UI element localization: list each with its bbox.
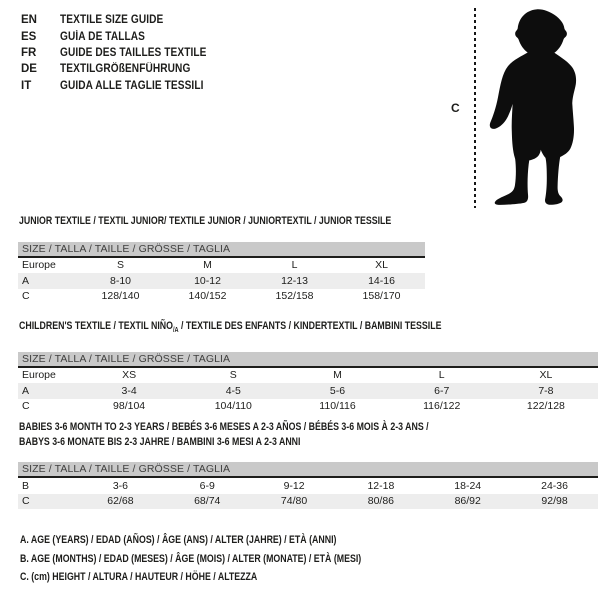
size-cell: S <box>229 369 237 382</box>
title-line: BABIES 3-6 MONTH TO 2-3 YEARS / BEBÉS 3-6 MESES A 2-3 AÑOS / BÉBÉS 3-6 MOIS À 2-3 ANS / <box>19 421 429 433</box>
legend-line-c: C. (cm) HEIGHT / ALTURA / HAUTEUR / HÖHE / ALTEZZA <box>20 571 258 584</box>
children-textile-table <box>18 319 598 414</box>
language-row-es <box>21 28 227 44</box>
height-cell: 104/110 <box>214 400 252 413</box>
age-cell: 3-4 <box>121 384 137 397</box>
age-cell: 18-24 <box>454 479 482 492</box>
height-cell: 116/122 <box>423 400 461 413</box>
baby-silhouette-icon <box>489 4 600 206</box>
language-row-en <box>21 12 227 28</box>
height-cell: 122/128 <box>526 400 565 413</box>
language-row-de <box>21 61 227 77</box>
table-row <box>18 368 598 384</box>
legend <box>20 531 447 587</box>
language-title: GUIDE DES TAILLES TEXTILE <box>60 46 207 59</box>
table-row <box>18 399 598 415</box>
size-header-bar: SIZE / TALLA / TAILLE / GRÖSSE / TAGLIA <box>18 352 598 368</box>
height-cell: 68/74 <box>194 495 221 508</box>
language-code: DE <box>21 63 37 76</box>
table-row <box>18 258 425 274</box>
language-list <box>21 12 227 94</box>
size-cell: XL <box>539 369 553 382</box>
size-cell: S <box>116 259 124 272</box>
size-cell: L <box>438 369 445 382</box>
title-text: CHILDREN'S TEXTILE / TEXTIL NIÑO <box>19 320 173 332</box>
row-label: A <box>22 384 30 397</box>
age-cell: 6-9 <box>199 479 215 492</box>
row-label: B <box>22 479 30 492</box>
row-label: C <box>22 400 30 413</box>
title-subscript: /A <box>172 327 179 335</box>
table-row <box>18 383 598 399</box>
language-code: EN <box>21 14 37 27</box>
age-cell: 3-6 <box>112 479 128 492</box>
age-cell: 7-8 <box>538 384 554 397</box>
size-cell: L <box>291 259 298 272</box>
title-text: / TEXTILE DES ENFANTS / KINDERTEXTIL / BAMBINI TESSILE <box>178 320 442 332</box>
language-title: TEXTILE SIZE GUIDE <box>60 14 164 27</box>
legend-line-a: A. AGE (YEARS) / EDAD (AÑOS) / ÂGE (ANS) / ALTER (JAHRE) / ETÀ (ANNI) <box>20 534 337 546</box>
size-cell: XS <box>122 369 137 382</box>
age-cell: 12-18 <box>367 479 395 492</box>
row-label: C <box>22 495 30 508</box>
table-title <box>19 420 482 449</box>
size-header-bar: SIZE / TALLA / TAILLE / GRÖSSE / TAGLIA <box>18 242 425 258</box>
table-row <box>18 289 425 305</box>
language-row-it <box>21 78 227 94</box>
height-cell: 74/80 <box>280 495 308 508</box>
babies-textile-table <box>18 420 598 509</box>
age-cell: 12-13 <box>281 274 308 287</box>
language-row-fr <box>21 45 227 61</box>
height-cell: 92/98 <box>541 495 568 508</box>
table-title: JUNIOR TEXTILE / TEXTIL JUNIOR/ TEXTILE JUNIOR / JUNIORTEXTIL / JUNIOR TESSILE <box>19 215 392 227</box>
height-measure-dashed-line <box>474 8 476 208</box>
size-header-bar: SIZE / TALLA / TAILLE / GRÖSSE / TAGLIA <box>18 462 598 478</box>
height-cell: 110/116 <box>319 400 356 413</box>
age-cell: 4-5 <box>225 384 241 397</box>
legend-line-b: B. AGE (MONTHS) / EDAD (MESES) / ÂGE (MOIS) / ALTER (MONATE) / ETÀ (MESI) <box>20 552 362 565</box>
age-cell: 6-7 <box>434 384 450 397</box>
height-cell: 80/86 <box>367 495 395 508</box>
table-row <box>18 478 598 494</box>
size-cell: XL <box>375 259 388 272</box>
title-line: BABYS 3-6 MONATE BIS 2-3 JAHRE / BAMBINI 3-6 MESI A 2-3 ANNI <box>19 435 301 448</box>
row-label: Europe <box>22 259 56 272</box>
height-cell: 152/158 <box>275 290 314 303</box>
size-cell: M <box>333 369 342 382</box>
table-row <box>18 494 598 510</box>
table-title <box>19 319 482 339</box>
height-cell: 86/92 <box>454 495 481 508</box>
table-row <box>18 273 425 289</box>
height-cell: 140/152 <box>188 290 227 303</box>
size-cell: M <box>203 259 212 272</box>
language-title: GUIDA ALLE TAGLIE TESSILI <box>60 79 204 92</box>
age-cell: 24-36 <box>541 479 568 492</box>
language-title: GUÍA DE TALLAS <box>60 30 146 43</box>
height-measure-label: C <box>451 101 460 115</box>
language-title: TEXTILGRÖßENFÜHRUNG <box>60 63 191 76</box>
age-cell: 5-6 <box>329 384 346 397</box>
height-cell: 158/170 <box>362 290 401 303</box>
language-code: ES <box>21 30 37 43</box>
row-label: A <box>22 274 30 287</box>
height-cell: 62/68 <box>107 495 134 508</box>
age-cell: 9-12 <box>283 479 305 492</box>
height-cell: 128/140 <box>101 290 140 303</box>
age-cell: 10-12 <box>194 274 221 287</box>
age-cell: 14-16 <box>368 274 395 287</box>
height-cell: 98/104 <box>113 400 146 413</box>
row-label: C <box>22 290 30 303</box>
row-label: Europe <box>22 369 56 382</box>
age-cell: 8-10 <box>109 274 131 287</box>
language-code: FR <box>21 46 37 59</box>
language-code: IT <box>21 79 32 92</box>
junior-textile-table <box>18 214 425 304</box>
